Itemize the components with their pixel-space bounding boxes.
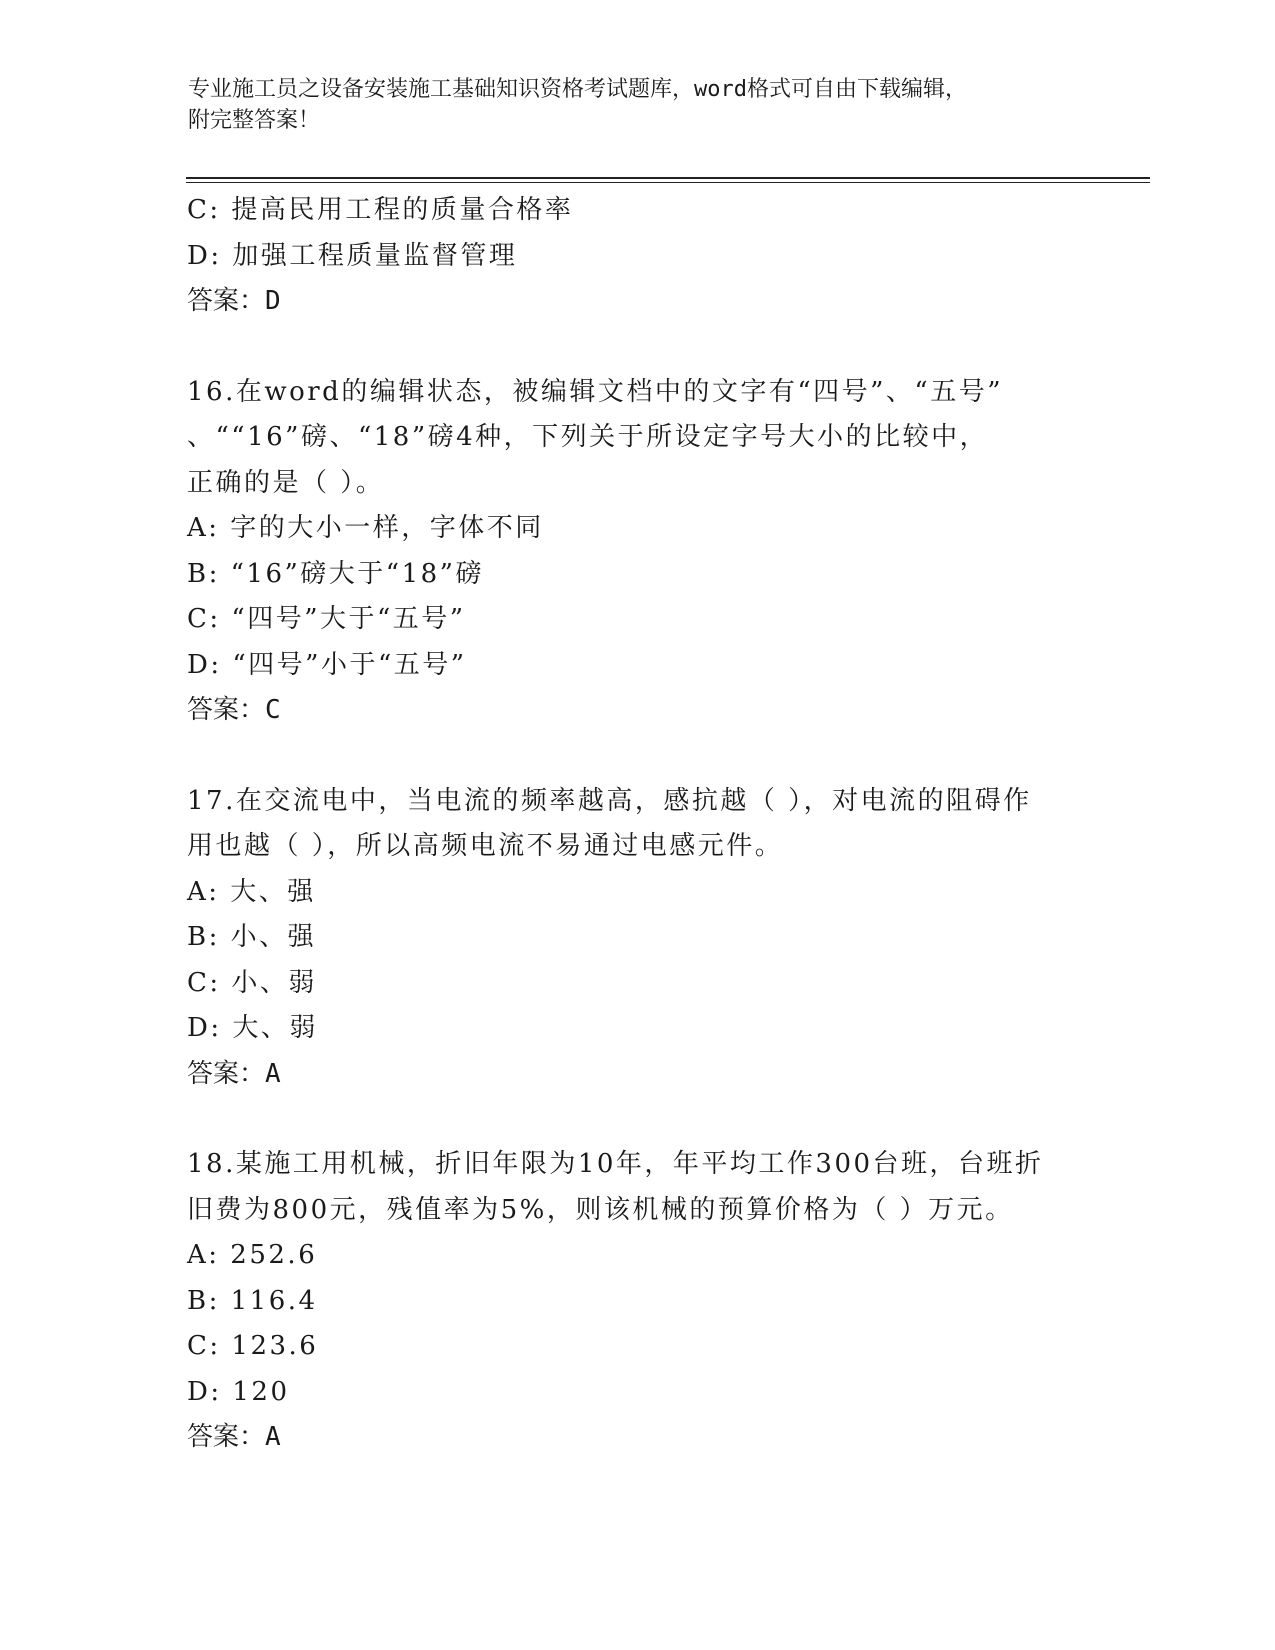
question-stem-line: 旧费为800元，残值率为5%，则该机械的预算价格为（ ）万元。: [187, 1194, 1014, 1225]
option-b: B: 小、强: [187, 922, 317, 952]
option-d: D: 120: [187, 1376, 290, 1407]
answer-line: 答案：D: [187, 286, 281, 316]
document-header: [188, 74, 1068, 136]
option-d: D: “四号”小于“五号”: [187, 649, 467, 680]
question-stem-line: 正确的是（ ）。: [187, 467, 385, 498]
option-d: D: 加强工程质量监督管理: [187, 240, 518, 271]
question-stem-line: 16.在word的编辑状态，被编辑文档中的文字有“四号”、“五号”: [187, 376, 1003, 407]
option-d: D: 大、弱: [187, 1013, 318, 1043]
question-stem-line: 、““16”磅、“18”磅4种，下列关于所设定字号大小的比较中，: [187, 422, 989, 452]
option-c: C: 123.6: [187, 1331, 319, 1361]
question-spacer: [187, 1097, 1067, 1142]
header-divider-thin: [186, 182, 1150, 183]
option-b: B: “16”磅大于“18”磅: [187, 558, 484, 589]
answer-line: 答案：C: [187, 695, 281, 725]
header-line-2: 附完整答案！: [188, 108, 321, 133]
question-spacer: [187, 734, 1067, 779]
answer-line: 答案：A: [187, 1422, 281, 1452]
question-stem-line: 18.某施工用机械，折旧年限为10年，年平均工作300台班，台班折: [187, 1149, 1044, 1179]
question-16: [187, 370, 1067, 734]
header-line-1: 专业施工员之设备安装施工基础知识资格考试题库，word格式可自由下载编辑，: [188, 77, 967, 102]
option-c: C: 提高民用工程的质量合格率: [187, 195, 574, 225]
option-a: A: 252.6: [187, 1240, 318, 1270]
answer-line: 答案：A: [187, 1058, 281, 1089]
question-17: [187, 779, 1067, 1098]
question-stem-line: 用也越（ ），所以高频电流不易通过电感元件。: [187, 831, 784, 861]
option-c: C: 小、弱: [187, 967, 317, 998]
option-a: A: 字的大小一样，字体不同: [187, 513, 544, 543]
question-18: [187, 1142, 1067, 1461]
option-b: B: 116.4: [187, 1285, 318, 1316]
option-a: A: 大、强: [187, 876, 316, 907]
option-c: C: “四号”大于“五号”: [187, 604, 466, 634]
question-stem-line: 17.在交流电中，当电流的频率越高，感抗越（ ），对电流的阻碍作: [187, 785, 1032, 816]
question-15-tail: [187, 188, 1067, 325]
header-divider-thick: [186, 177, 1150, 179]
question-content: [187, 188, 1067, 1461]
question-spacer: [187, 325, 1067, 370]
